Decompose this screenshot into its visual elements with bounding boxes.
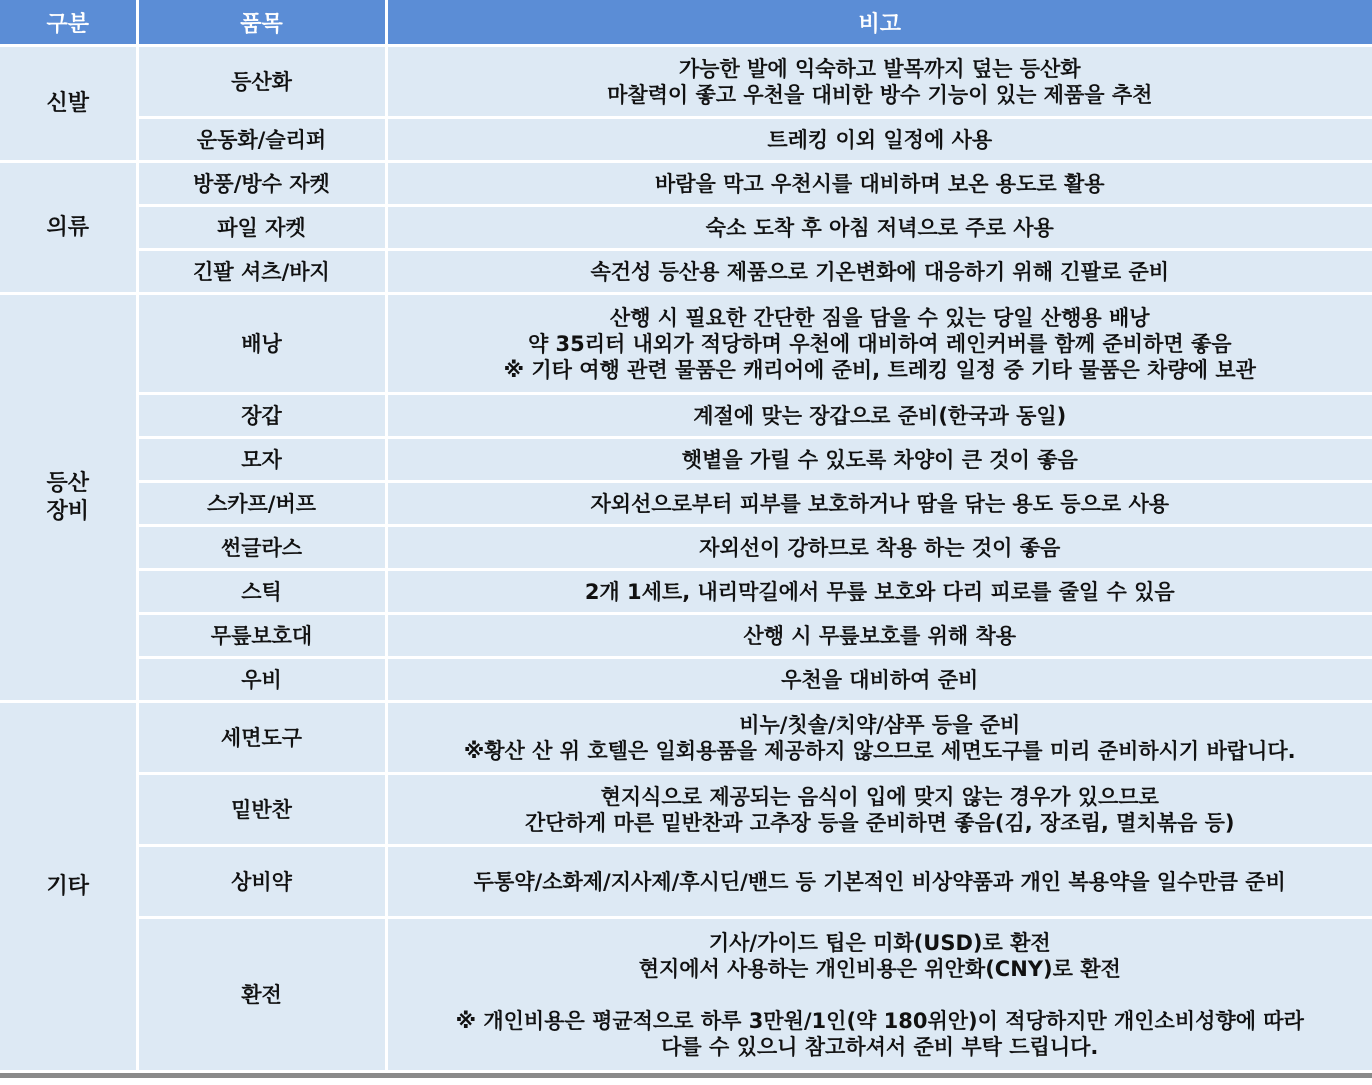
item-cell: 배낭 xyxy=(137,294,386,394)
table-row xyxy=(0,46,1372,118)
item-cell: 썬글라스 xyxy=(137,526,386,570)
note-cell: 햇볕을 가릴 수 있도록 차양이 큰 것이 좋음 xyxy=(386,438,1372,482)
header-category: 구분 xyxy=(0,0,137,46)
item-cell: 등산화 xyxy=(137,46,386,118)
item-cell: 밑반찬 xyxy=(137,774,386,846)
note-cell: 숙소 도착 후 아침 저녁으로 주로 사용 xyxy=(386,206,1372,250)
category-hiking-gear: 등산 장비 xyxy=(0,294,137,702)
note-cell: 가능한 발에 익숙하고 발목까지 덮는 등산화 마찰력이 좋고 우천을 대비한 방수 기능이 있는 제품을 추천 xyxy=(386,46,1372,118)
table-row xyxy=(0,846,1372,918)
note-cell: 현지식으로 제공되는 음식이 입에 맞지 않는 경우가 있으므로 간단하게 마른 밑반찬과 고추장 등을 준비하면 좋음(김, 장조림, 멸치볶음 등) xyxy=(386,774,1372,846)
note-cell: 비누/칫솔/치약/샴푸 등을 준비 ※황산 산 위 호텔은 일회용품을 제공하지 않으므로 세면도구를 미리 준비하시기 바랍니다. xyxy=(386,702,1372,774)
table-row xyxy=(0,702,1372,774)
item-cell: 파일 자켓 xyxy=(137,206,386,250)
table-row xyxy=(0,294,1372,394)
item-cell: 우비 xyxy=(137,658,386,702)
category-etc: 기타 xyxy=(0,702,137,1072)
note-cell: 계절에 맞는 장갑으로 준비(한국과 동일) xyxy=(386,394,1372,438)
header-note: 비고 xyxy=(386,0,1372,46)
category-shoes: 신발 xyxy=(0,46,137,162)
item-cell: 스카프/버프 xyxy=(137,482,386,526)
table-row xyxy=(0,614,1372,658)
item-cell: 운동화/슬리퍼 xyxy=(137,118,386,162)
item-cell: 세면도구 xyxy=(137,702,386,774)
category-clothing: 의류 xyxy=(0,162,137,294)
note-cell: 두통약/소화제/지사제/후시딘/밴드 등 기본적인 비상약품과 개인 복용약을 일수만큼 준비 xyxy=(386,846,1372,918)
note-cell: 산행 시 필요한 간단한 짐을 담을 수 있는 당일 산행용 배낭 약 35리터 내외가 적당하며 우천에 대비하여 레인커버를 함께 준비하면 좋음 ※ 기타 여행 관련 물품은 캐리어에 준비, 트레킹 일정 중 기타 물품은 차량에 보관 xyxy=(386,294,1372,394)
note-cell: 자외선이 강하므로 착용 하는 것이 좋음 xyxy=(386,526,1372,570)
table-row xyxy=(0,526,1372,570)
note-cell: 우천을 대비하여 준비 xyxy=(386,658,1372,702)
note-cell: 2개 1세트, 내리막길에서 무릎 보호와 다리 피로를 줄일 수 있음 xyxy=(386,570,1372,614)
table-row xyxy=(0,250,1372,294)
table-row xyxy=(0,206,1372,250)
table-row xyxy=(0,774,1372,846)
bottom-divider xyxy=(0,1073,1372,1078)
note-cell: 기사/가이드 팁은 미화(USD)로 환전 현지에서 사용하는 개인비용은 위안화(CNY)로 환전 ※ 개인비용은 평균적으로 하루 3만원/1인(약 180위안)이 적당하지만 개인소비성향에 따라 다를 수 있으니 참고하셔서 준비 부탁 드립니다. xyxy=(386,918,1372,1072)
item-cell: 무릎보호대 xyxy=(137,614,386,658)
item-cell: 환전 xyxy=(137,918,386,1072)
note-cell: 속건성 등산용 제품으로 기온변화에 대응하기 위해 긴팔로 준비 xyxy=(386,250,1372,294)
note-cell: 자외선으로부터 피부를 보호하거나 땀을 닦는 용도 등으로 사용 xyxy=(386,482,1372,526)
note-cell: 바람을 막고 우천시를 대비하며 보온 용도로 활용 xyxy=(386,162,1372,206)
item-cell: 긴팔 셔츠/바지 xyxy=(137,250,386,294)
item-cell: 장갑 xyxy=(137,394,386,438)
item-cell: 스틱 xyxy=(137,570,386,614)
note-cell: 트레킹 이외 일정에 사용 xyxy=(386,118,1372,162)
table-row xyxy=(0,394,1372,438)
header-row xyxy=(0,0,1372,46)
table-row xyxy=(0,162,1372,206)
header-item: 품목 xyxy=(137,0,386,46)
item-cell: 방풍/방수 자켓 xyxy=(137,162,386,206)
item-cell: 상비약 xyxy=(137,846,386,918)
item-cell: 모자 xyxy=(137,438,386,482)
table-row xyxy=(0,918,1372,1072)
table-row xyxy=(0,438,1372,482)
table-row xyxy=(0,482,1372,526)
table-row xyxy=(0,570,1372,614)
table-row xyxy=(0,658,1372,702)
table-row xyxy=(0,118,1372,162)
note-cell: 산행 시 무릎보호를 위해 착용 xyxy=(386,614,1372,658)
